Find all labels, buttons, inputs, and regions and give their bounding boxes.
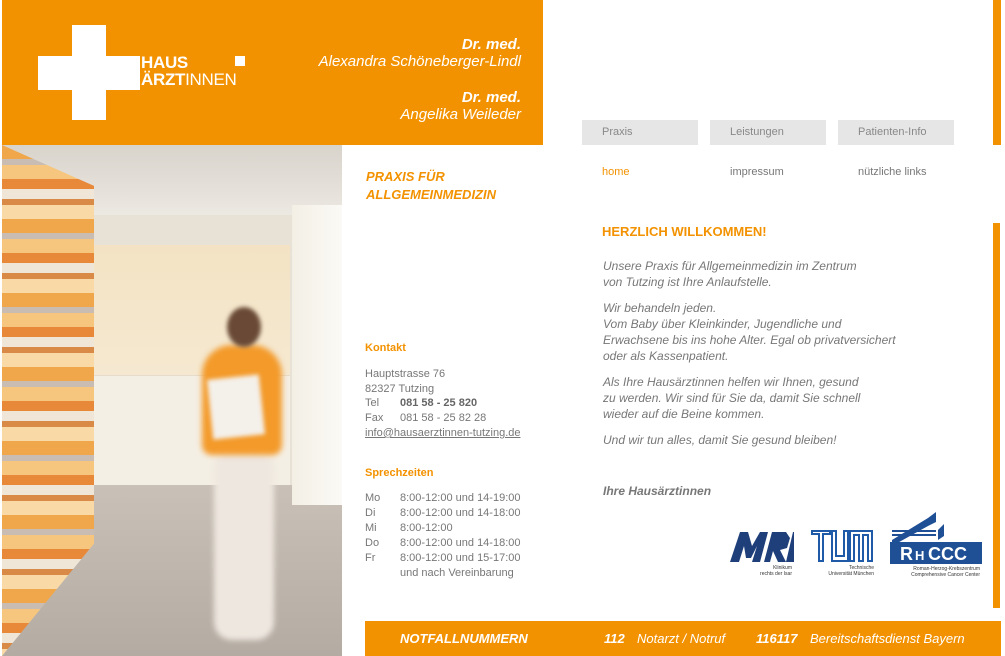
hours-time: 8:00-12:00 und 14-18:00 [400,507,521,519]
doctor-1 [319,36,521,70]
tum-wordmark-icon [810,528,874,564]
hours-row-mo [365,492,521,504]
header-banner [2,0,543,145]
logo-line1: HAUS [141,53,188,72]
subnav-useful-links[interactable]: nützliche links [858,166,927,178]
svg-text:R: R [900,544,913,564]
rhccc-building-icon [888,510,982,564]
hours-time: 8:00-12:00 und 15-17:00 [400,552,521,564]
text-line: Wir behandeln jeden. [603,301,717,315]
nav-tab-praxis[interactable]: Praxis [582,120,698,145]
tum-caption [828,565,874,577]
contact-fax-row [365,412,486,424]
doctor-1-name: Alexandra Schöneberger-Lindl [318,53,521,70]
mri-logo[interactable] [730,528,794,580]
text-line: Und wir tun alles, damit Sie gesund bleiben! [603,433,837,447]
contact-heading: Kontakt [365,342,406,354]
welcome-paragraph-3 [603,374,860,422]
emergency-label-116117: Bereitschaftsdienst Bayern [810,631,965,646]
photo-person-head [227,307,261,347]
tum-caption-line1: Technische [848,565,874,571]
logo-line2-bold: ÄRZT [141,70,186,89]
hours-row-appointment [365,567,514,579]
content-right-accent-bar [993,223,1000,608]
rhccc-caption-line1: Roman-Herzog-Krebszentrum [913,566,980,572]
hours-time: und nach Vereinbarung [400,567,514,579]
hours-day: Do [365,537,380,549]
logo-dot [235,56,245,66]
welcome-paragraph-4 [603,432,836,448]
medical-cross-icon-bar [38,56,140,90]
nav-tab-leistungen[interactable]: Leistungen [710,120,826,145]
hours-row-mi [365,522,453,534]
subnav-impressum[interactable]: impressum [730,166,784,178]
top-right-accent-bar [993,0,1001,145]
tum-logo[interactable] [810,528,876,580]
doctor-1-title: Dr. med. [461,36,521,53]
rhccc-logo[interactable] [888,510,982,582]
hours-row-fr [365,552,521,564]
emergency-title: NOTFALLNUMMERN [400,631,528,646]
hours-row-do [365,537,521,549]
emergency-label-112: Notarzt / Notruf [637,631,726,646]
hours-time: 8:00-12:00 und 14-18:00 [400,537,521,549]
mri-caption-line1: Klinikum [773,565,792,571]
hours-time: 8:00-12:00 und 14-19:00 [400,492,521,504]
photo-person-legs [214,450,274,640]
tum-caption-line2: Universität München [828,571,874,577]
praxis-heading [366,168,496,204]
photo-person-paper [207,374,265,439]
fax-label: Fax [365,412,384,424]
text-line: wieder auf die Beine kommen. [603,407,765,421]
welcome-paragraph-1 [603,258,857,290]
rhccc-caption [911,566,980,578]
nav-tab-patienten-info[interactable]: Patienten-Info [838,120,954,145]
fax-number: 081 58 - 25 82 28 [400,412,487,424]
contact-email-link[interactable]: info@hausaerztinnen-tutzing.de [365,427,521,439]
hours-day: Mi [365,522,377,534]
photo-window [292,205,342,505]
site-logo[interactable] [38,25,248,120]
praxis-heading-line2: ALLGEMEINMEDIZIN [366,187,496,202]
doctor-2 [400,89,521,123]
doctor-2-title: Dr. med. [461,89,521,106]
hours-day: Di [365,507,376,519]
logo-line2-rest: INNEN [185,70,237,89]
logo-line2 [141,70,237,90]
text-line: von Tutzing ist Ihre Anlaufstelle. [603,275,772,289]
text-line: Vom Baby über Kleinkinder, Jugendliche und [603,317,842,331]
subnav-home[interactable]: home [602,166,630,178]
text-line: Als Ihre Hausärztinnen helfen wir Ihnen, gesund [603,375,859,389]
hours-day: Fr [365,552,376,564]
mri-wordmark-icon [730,528,794,564]
emergency-number-112[interactable]: 112 [604,631,625,646]
hours-heading: Sprechzeiten [365,467,434,479]
welcome-signature: Ihre Hausärztinnen [603,484,712,498]
hours-row-di [365,507,521,519]
svg-text:H: H [915,548,925,563]
contact-phone-row [365,397,477,409]
emergency-numbers-bar [365,621,1001,656]
welcome-paragraph-2 [603,300,896,364]
phone-label: Tel [365,397,380,409]
text-line: Unsere Praxis für Allgemeinmedizin im Zentrum [603,259,857,273]
hours-time: 8:00-12:00 [400,522,453,534]
practice-photo [2,145,342,656]
contact-street: Hauptstrasse 76 [365,368,446,380]
text-line: oder als Kassenpatient. [603,349,729,363]
rhccc-caption-line2: Comprehensive Cancer Center [911,572,980,578]
mri-caption-line2: rechts der Isar [760,571,792,577]
doctor-2-name: Angelika Weileder [400,106,521,123]
emergency-number-116117[interactable]: 116117 [756,631,798,646]
mri-caption [760,565,792,577]
svg-text:CCC: CCC [928,544,967,564]
contact-city: 82327 Tutzing [365,383,435,395]
praxis-heading-line1: PRAXIS FÜR [366,169,445,184]
hours-day: Mo [365,492,381,504]
phone-number[interactable]: 081 58 - 25 820 [400,397,478,409]
text-line: Erwachsene bis ins hohe Alter. Egal ob privatversichert [603,333,896,347]
text-line: zu werden. Wir sind für Sie da, damit Sie schnell [603,391,861,405]
welcome-title: HERZLICH WILLKOMMEN! [602,224,767,239]
